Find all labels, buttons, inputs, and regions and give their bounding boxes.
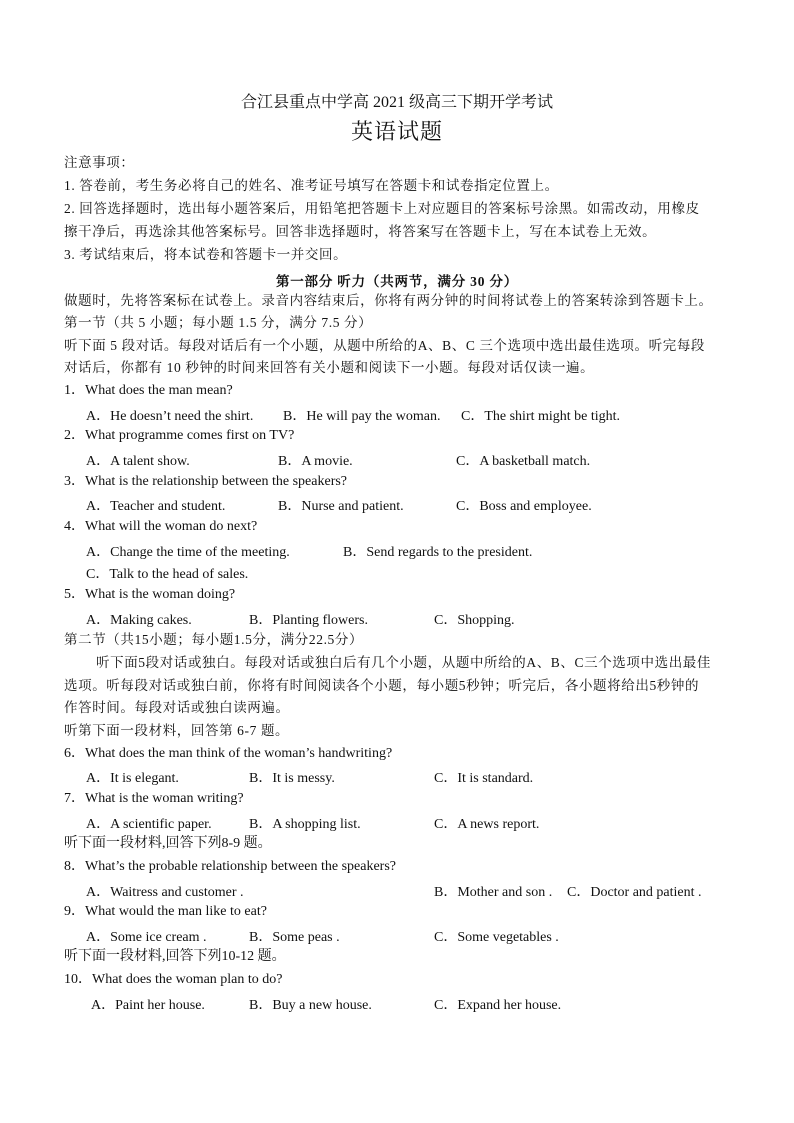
q10-option-c: C．Expand her house.	[434, 998, 562, 1013]
q6-option-c: C．It is standard.	[434, 771, 534, 786]
question-6: 6．What does the man think of the woman’s handwriting?	[64, 746, 393, 761]
q10-option-b: B．Buy a new house.	[249, 998, 372, 1013]
question-5: 5．What is the woman doing?	[64, 587, 236, 602]
group-6-7-heading: 听第下面一段材料，回答第 6-7 题。	[64, 723, 290, 738]
q5-option-a: A．Making cakes.	[86, 613, 192, 628]
q4-option-b: B．Send regards to the president.	[343, 545, 533, 560]
q3-option-a: A．Teacher and student.	[86, 499, 226, 514]
notice-item-3: 3. 考试结束后，将本试卷和答题卡一并交回。	[64, 247, 348, 262]
q1-option-c: C．The shirt might be tight.	[461, 409, 621, 424]
q10-option-a: A．Paint her house.	[91, 998, 205, 1013]
q8-option-a: A．Waitress and customer .	[86, 885, 244, 900]
question-2: 2．What programme comes first on TV?	[64, 428, 295, 443]
q3-option-c: C．Boss and employee.	[456, 499, 592, 514]
q2-option-c: C．A basketball match.	[456, 454, 591, 469]
section1-heading: 第一节（共 5 小题；每小题 1.5 分，满分 7.5 分）	[64, 315, 373, 330]
q5-option-c: C．Shopping.	[434, 613, 515, 628]
q8-option-b: B．Mother and son .	[434, 885, 553, 900]
part1-heading: 第一部分 听力（共两节，满分 30 分）	[275, 274, 519, 289]
q6-option-b: B．It is messy.	[249, 771, 335, 786]
q9-option-a: A．Some ice cream .	[86, 930, 207, 945]
section2-instruction-line3: 作答时间。每段对话或独白读两遍。	[64, 700, 290, 715]
q3-option-b: B．Nurse and patient.	[278, 499, 404, 514]
q1-option-b: B．He will pay the woman.	[283, 409, 441, 424]
q9-option-b: B．Some peas .	[249, 930, 340, 945]
question-7: 7．What is the woman writing?	[64, 791, 244, 806]
question-3: 3．What is the relationship between the speakers?	[64, 474, 348, 489]
section2-heading: 第二节（共15小题；每小题1.5分，满分22.5分）	[64, 632, 364, 647]
notice-item-2: 2. 回答选择题时，选出每小题答案后，用铅笔把答题卡上对应题目的答案标号涂黑。如需改动，用橡皮	[64, 201, 700, 216]
notice-item-2-cont: 擦干净后，再选涂其他答案标号。回答非选择题时，将答案写在答题卡上，写在本试卷上无效。	[64, 224, 657, 239]
group-10-12-heading: 听下面一段材料,回答下列10-12 题。	[64, 949, 286, 964]
q1-option-a: A．He doesn’t need the shirt.	[86, 409, 254, 424]
part1-instruction: 做题时，先将答案标在试卷上。录音内容结束后，你将有两分钟的时间将试卷上的答案转涂到答题卡上。	[64, 293, 713, 308]
q4-option-a: A．Change the time of the meeting.	[86, 545, 290, 560]
q9-option-c: C．Some vegetables .	[434, 930, 559, 945]
question-1: 1．What does the man mean?	[64, 383, 233, 398]
school-title: 合江县重点中学高 2021 级高三下期开学考试	[240, 94, 553, 111]
q7-option-a: A．A scientific paper.	[86, 817, 212, 832]
notice-item-1: 1. 答卷前，考生务必将自己的姓名、准考证号填写在答题卡和试卷指定位置上。	[64, 178, 559, 193]
question-8: 8．What’s the probable relationship between the speakers?	[64, 859, 396, 874]
section2-instruction-line1: 听下面5段对话或独白。每段对话或独白后有几个小题，从题中所给的A、B、C三个选项中选出最佳	[96, 655, 712, 670]
subject-title: 英语试题	[350, 119, 443, 144]
section1-instruction-line2: 对话后，你都有 10 秒钟的时间来回答有关小题和阅读下一小题。每段对话仅读一遍。	[64, 360, 595, 375]
q2-option-b: B．A movie.	[278, 454, 353, 469]
q4-option-c: C．Talk to the head of sales.	[86, 567, 249, 582]
q5-option-b: B．Planting flowers.	[249, 613, 368, 628]
question-10: 10．What does the woman plan to do?	[64, 972, 283, 987]
section1-instruction-line1: 听下面 5 段对话。每段对话后有一个小题，从题中所给的A、B、C 三个选项中选出最佳选项。听完每段	[64, 338, 706, 353]
q2-option-a: A．A talent show.	[86, 454, 190, 469]
q7-option-b: B．A shopping list.	[249, 817, 361, 832]
notice-label: 注意事项：	[64, 155, 135, 170]
group-8-9-heading: 听下面一段材料,回答下列8-9 题。	[64, 836, 272, 851]
q7-option-c: C．A news report.	[434, 817, 540, 832]
section2-instruction-line2: 选项。听每段对话或独白前，你将有时间阅读各个小题，每小题5秒钟；听完后，各小题将给出5秒钟的	[64, 678, 700, 693]
question-4: 4．What will the woman do next?	[64, 519, 258, 534]
q6-option-a: A．It is elegant.	[86, 771, 179, 786]
question-9: 9．What would the man like to eat?	[64, 904, 267, 919]
q8-option-c: C．Doctor and patient .	[567, 885, 702, 900]
